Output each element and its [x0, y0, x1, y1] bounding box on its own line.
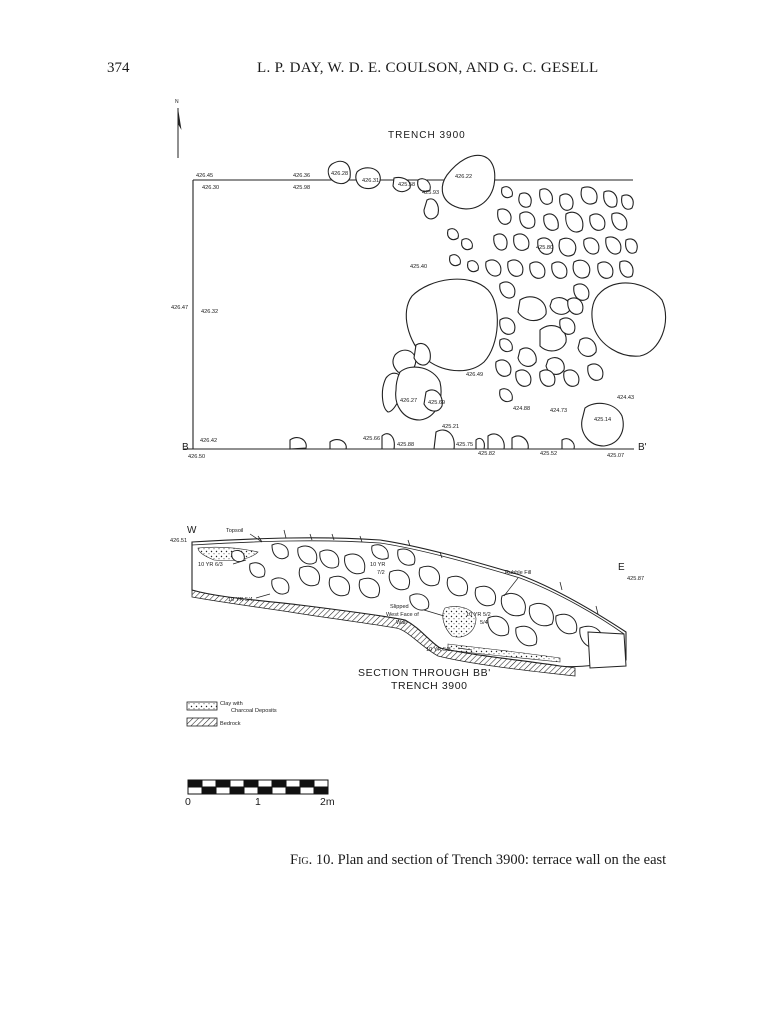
section-east-elevation: 425.87: [627, 576, 645, 582]
elev-426-28: 426.28: [331, 171, 349, 177]
legend-clay-swatch: [187, 702, 217, 710]
north-arrow: [175, 99, 182, 158]
elev-425-80: 425.80: [536, 245, 554, 251]
elev-425-82: 425.82: [478, 451, 496, 457]
elev-426-22: 426.22: [455, 174, 473, 180]
elev-425-66: 425.66: [363, 436, 381, 442]
elev-426-30: 426.30: [202, 185, 220, 191]
point-b-prime-label: B': [638, 442, 647, 453]
elev-426-31: 426.31: [362, 178, 380, 184]
north-label: N: [175, 99, 179, 105]
legend: [187, 701, 277, 727]
legend-clay-line2: Charcoal Deposits: [231, 708, 277, 714]
legend-bedrock-label: Bedrock: [220, 721, 241, 727]
elev-425-58: 425.58: [398, 182, 416, 188]
label-slipped-3: Wall: [396, 620, 407, 626]
figure-label: Fig. 10.: [290, 852, 334, 868]
scale-bar: [188, 780, 328, 794]
elev-425-40: 425.40: [410, 264, 428, 270]
label-10yr-6-3: 10 YR 6/3: [198, 562, 223, 568]
plan-title: TRENCH 3900: [388, 130, 466, 141]
plan-stones: [290, 155, 666, 449]
section-title-line1: SECTION THROUGH BB': [358, 667, 491, 679]
elev-424-73: 424.73: [550, 408, 568, 414]
label-topsoil: Topsoil: [226, 528, 244, 534]
scale-zero: 0: [185, 796, 191, 808]
label-slipped-2: West Face of: [386, 612, 419, 618]
label-10yr-5-4-b: 5/4: [480, 620, 488, 626]
elev-425-07: 425.07: [607, 453, 625, 459]
elev-425-69: 425.69: [428, 400, 446, 406]
elev-426-49: 426.49: [466, 372, 484, 378]
label-10yr-7-2-b: 7/2: [377, 570, 385, 576]
point-b-label: B: [182, 442, 189, 453]
section-title-line2: TRENCH 3900: [391, 680, 468, 692]
scale-two: 2m: [320, 796, 335, 808]
section-east-label: E: [618, 562, 625, 573]
elev-426-45: 426.45: [196, 173, 214, 179]
legend-clay-line1: Clay with: [220, 701, 243, 707]
elev-425-21: 425.21: [442, 424, 460, 430]
elev-426-47: 426.47: [171, 305, 189, 311]
label-rubble-fill: Rubble Fill: [505, 570, 532, 576]
figure-caption-text: Plan and section of Trench 3900: terrace wall on the east: [337, 852, 667, 868]
elev-426-32: 426.32: [201, 309, 219, 315]
elev-425-88: 425.88: [397, 442, 415, 448]
section-west-elevation: 426.51: [170, 538, 188, 544]
label-10yr-5-3: 10 YR 5/3: [426, 647, 451, 653]
elev-425-52: 425.52: [540, 451, 558, 457]
elev-425-75: 425.75: [456, 442, 474, 448]
elev-426-42: 426.42: [200, 438, 218, 444]
running-head: L. P. DAY, W. D. E. COULSON, AND G. C. GESELL: [257, 60, 599, 76]
elev-424-88: 424.88: [513, 406, 531, 412]
legend-bedrock-swatch: [187, 718, 217, 726]
plan-elevations: [171, 171, 634, 460]
label-10yr-7-2-a: 10 YR: [370, 562, 386, 568]
elev-425-98: 425.98: [293, 185, 311, 191]
page-number: 374: [107, 60, 130, 76]
section-west-label: W: [187, 525, 197, 536]
elev-425-93: 425.93: [422, 190, 440, 196]
elev-426-50: 426.50: [188, 454, 206, 460]
elev-424-43: 424.43: [617, 395, 635, 401]
scale-one: 1: [255, 796, 261, 808]
elev-426-36: 426.36: [293, 173, 311, 179]
elev-425-14: 425.14: [594, 417, 612, 423]
elev-426-27: 426.27: [400, 398, 418, 404]
label-10yr-5-4: 10 YR 5/4: [228, 597, 253, 603]
figure-caption: [290, 852, 666, 869]
label-slipped-1: Slipped: [390, 604, 409, 610]
label-10yr-5-2: 10 YR 5/2: [466, 612, 491, 618]
